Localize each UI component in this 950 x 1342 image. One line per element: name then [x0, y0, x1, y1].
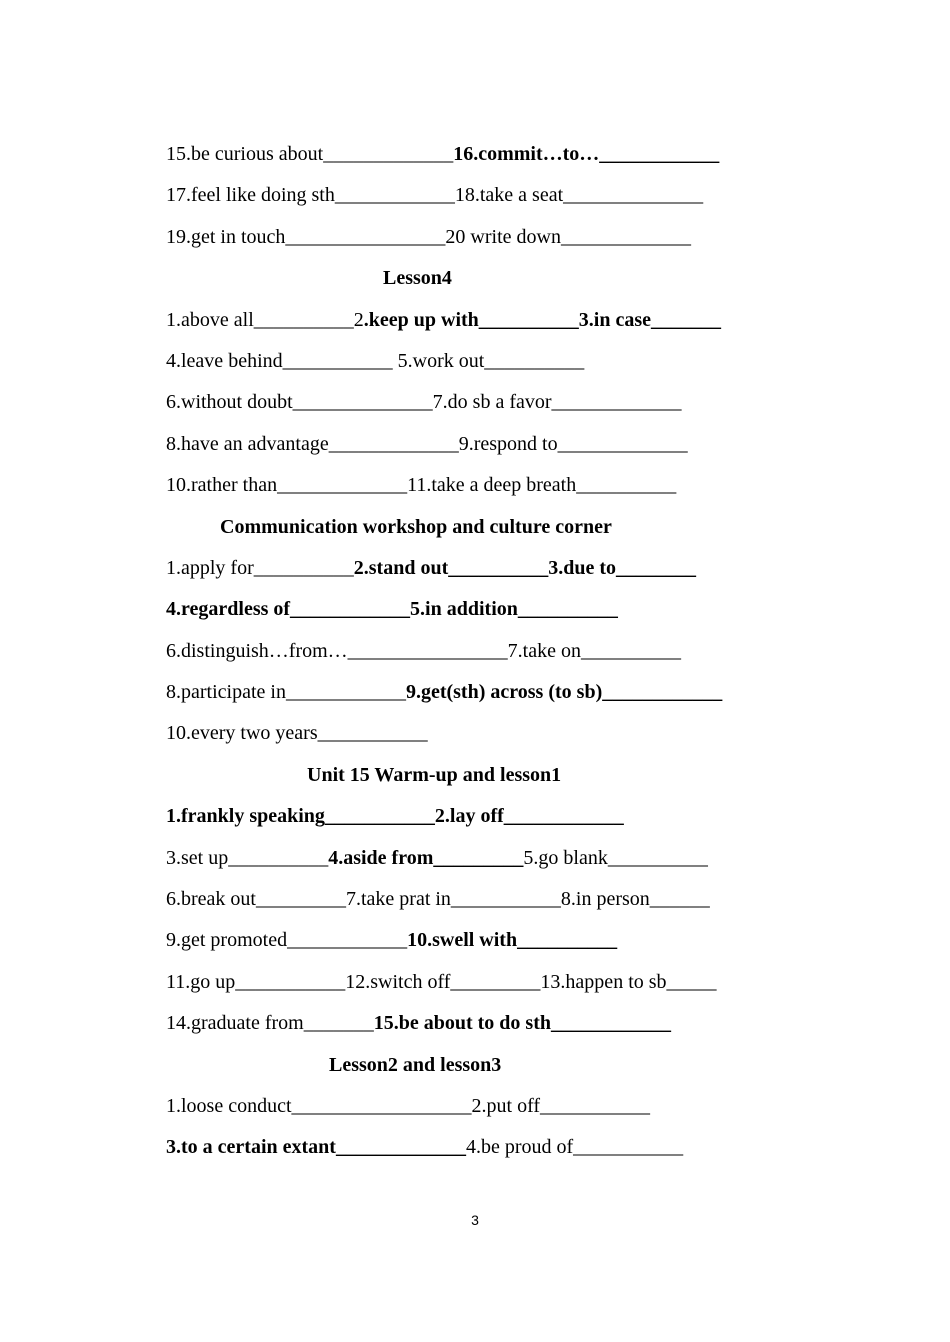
phrase-line — [166, 428, 806, 469]
phrase-line — [166, 593, 806, 634]
phrase-segment: 8.participate in____________ — [166, 681, 406, 704]
phrase-line — [166, 345, 806, 386]
phrase-line — [166, 1007, 806, 1048]
section-heading — [166, 759, 806, 800]
phrase-segment: 19.get in touch________________20 write down_____________ — [166, 225, 691, 248]
phrase-segment: 15.be about to do sth____________ — [373, 1012, 671, 1035]
phrase-line — [166, 800, 806, 841]
phrase-segment: Unit 15 Warm-up and lesson1 — [307, 763, 562, 786]
phrase-segment: 4.aside from_________ — [328, 846, 524, 869]
phrase-line — [166, 635, 806, 676]
phrase-segment: 8.have an advantage_____________9.respond to_____________ — [166, 432, 688, 455]
phrase-segment: 9.get promoted____________ — [166, 929, 408, 952]
phrase-segment: 15.be curious about_____________ — [166, 143, 454, 165]
phrase-line — [166, 552, 806, 593]
phrase-line — [166, 966, 806, 1007]
phrase-line — [166, 883, 806, 924]
phrase-segment: 4.regardless of____________5.in addition__________ — [166, 598, 618, 621]
phrase-segment: 10.swell with__________ — [407, 929, 618, 952]
phrase-segment: 1.apply for__________ — [166, 556, 354, 579]
phrase-segment: Lesson4 — [383, 267, 452, 290]
phrase-segment: Communication workshop and culture corner — [220, 515, 612, 538]
phrase-segment: 3.to a certain extant_____________ — [166, 1136, 466, 1159]
phrase-segment: 9.get(sth) across (to sb)____________ — [405, 681, 723, 704]
phrase-segment: 3.set up__________ — [166, 846, 329, 869]
phrase-segment: 10.rather than_____________11.take a deep breath__________ — [166, 474, 677, 497]
phrase-line — [166, 842, 806, 883]
phrase-segment: .keep up with__________3.in case_______ — [363, 308, 721, 331]
phrase-line — [166, 469, 806, 510]
page-number: 3 — [471, 1212, 479, 1228]
phrase-segment: 16.commit…to…____________ — [453, 143, 720, 165]
phrase-segment: 6.break out_________7.take prat in___________8.in person______ — [166, 888, 710, 911]
phrase-segment: 2.stand out__________3.due to________ — [353, 556, 697, 579]
phrase-segment: Lesson2 and lesson3 — [329, 1053, 502, 1076]
worksheet-body — [166, 138, 806, 1173]
phrase-segment: 1.frankly speaking___________2.lay off____________ — [166, 805, 624, 828]
phrase-segment: 10.every two years___________ — [166, 722, 428, 745]
phrase-segment: 5.go blank__________ — [523, 846, 708, 869]
phrase-line — [166, 1090, 806, 1131]
phrase-segment: 4.be proud of___________ — [465, 1136, 684, 1159]
phrase-segment: 14.graduate from_______ — [166, 1012, 374, 1035]
phrase-line — [166, 924, 806, 965]
phrase-line — [166, 717, 806, 758]
phrase-segment: 1.above all__________2 — [166, 308, 364, 331]
phrase-line — [166, 386, 806, 427]
phrase-segment: 6.without doubt______________7.do sb a favor_____________ — [166, 391, 682, 414]
section-heading — [166, 511, 806, 552]
phrase-segment: 4.leave behind___________ 5.work out__________ — [166, 349, 585, 372]
phrase-segment: 6.distinguish…from…________________7.take on__________ — [166, 639, 681, 662]
phrase-line — [166, 221, 806, 262]
phrase-line — [166, 138, 806, 179]
phrase-line — [166, 676, 806, 717]
phrase-line — [166, 304, 806, 345]
section-heading — [166, 1049, 806, 1090]
phrase-segment: 1.loose conduct__________________2.put off___________ — [166, 1094, 651, 1117]
phrase-line — [166, 1131, 806, 1172]
section-heading — [166, 262, 806, 303]
phrase-segment: 11.go up___________12.switch off_________13.happen to sb_____ — [166, 970, 717, 993]
phrase-segment: 17.feel like doing sth____________18.take a seat______________ — [166, 184, 704, 207]
phrase-line — [166, 179, 806, 220]
